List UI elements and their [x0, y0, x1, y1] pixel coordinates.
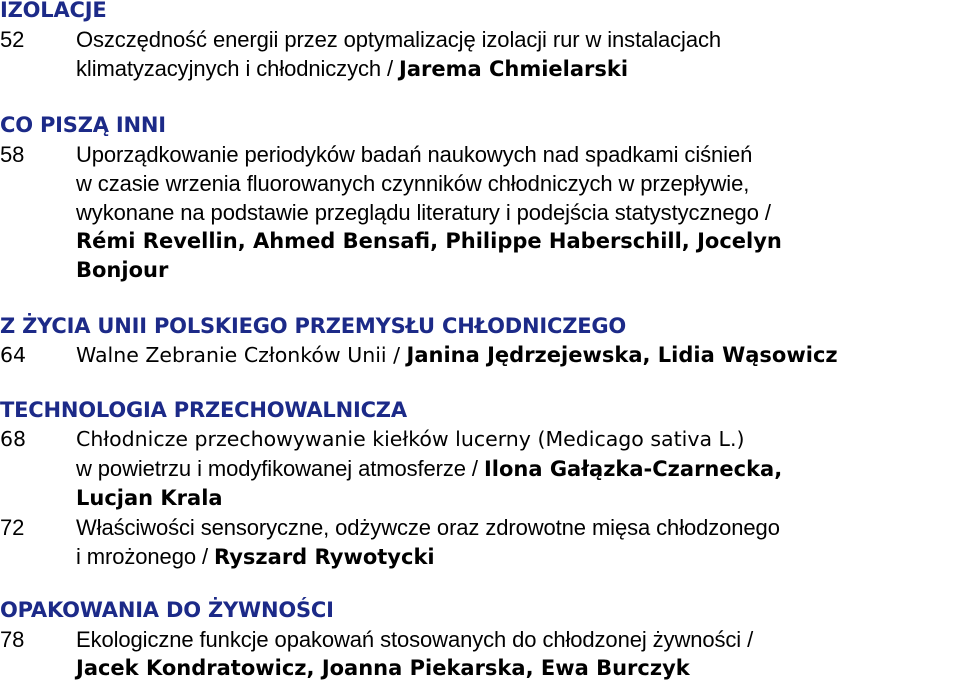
entry-title-line: w powietrzu i modyfikowanej atmosferze / — [76, 456, 484, 481]
entry-title: Ekologiczne funkcje opakowań stosowanych do chłodzonej żywności / — [76, 627, 754, 652]
toc-entry[interactable] — [0, 513, 960, 572]
section-heading: IZOLACJE — [0, 0, 107, 22]
section-heading: OPAKOWANIA DO ŻYWNOŚCI — [0, 598, 334, 622]
entry-title-line: Właściwości sensoryczne, odżywcze oraz zdrowotne mięsa chłodzonego — [76, 515, 780, 540]
page-number: 68 — [0, 427, 27, 451]
entry-author: Janina Jędrzejewska, Lidia Wąsowicz — [406, 343, 838, 367]
section-technologia-przechowalnicza — [0, 396, 960, 572]
section-co-pisza-inni — [0, 111, 960, 285]
toc-entry[interactable] — [0, 140, 960, 285]
page-number: 72 — [0, 515, 25, 540]
section-heading: TECHNOLOGIA PRZECHOWALNICZA — [0, 398, 407, 422]
toc-entry[interactable] — [0, 25, 960, 84]
section-heading: CO PISZĄ INNI — [0, 113, 166, 137]
section-opakowania — [0, 596, 960, 683]
entry-title: Walne Zebranie Członków Unii / — [76, 343, 407, 367]
entry-author: Jacek Kondratowicz, Joanna Piekarska, Ewa Burczyk — [76, 656, 690, 680]
toc-entry[interactable] — [0, 625, 960, 683]
entry-author: Lucjan Krala — [76, 486, 223, 510]
entry-title-line: i mrożonego / — [76, 544, 215, 569]
page-number: 78 — [0, 627, 25, 652]
entry-author: Ryszard Rywotycki — [214, 545, 435, 569]
toc-entry[interactable] — [0, 425, 960, 513]
entry-title-line: w czasie wrzenia fluorowanych czynników chłodniczych w przepływie, — [76, 171, 750, 196]
section-izolacje — [0, 0, 960, 84]
entry-author: Rémi Revellin, Ahmed Bensafi, Philippe Haberschill, Jocelyn — [76, 229, 782, 253]
entry-author: Jarema Chmielarski — [399, 57, 629, 81]
page-number: 52 — [0, 27, 25, 52]
entry-title-line: Uporządkowanie periodyków badań naukowych nad spadkami ciśnień — [76, 142, 753, 167]
entry-title-line: klimatyzacyjnych i chłodniczych / — [76, 56, 400, 81]
section-z-zycia-unii — [0, 312, 960, 370]
entry-title-line: Oszczędność energii przez optymalizację izolacji rur w instalacjach — [76, 27, 722, 52]
entry-title-line: Chłodnicze przechowywanie kiełków lucerny (Medicago sativa L.) — [76, 427, 745, 451]
page-number: 58 — [0, 142, 25, 167]
entry-author: Ilona Gałązka-Czarnecka, — [483, 457, 783, 481]
page-number: 64 — [0, 343, 27, 367]
section-heading: Z ŻYCIA UNII POLSKIEGO PRZEMYSŁU CHŁODNICZEGO — [0, 314, 627, 338]
toc-entry[interactable] — [0, 341, 960, 370]
entry-author: Bonjour — [76, 258, 169, 282]
entry-title-line: wykonane na podstawie przeglądu literatury i podejścia statystycznego / — [76, 200, 771, 225]
